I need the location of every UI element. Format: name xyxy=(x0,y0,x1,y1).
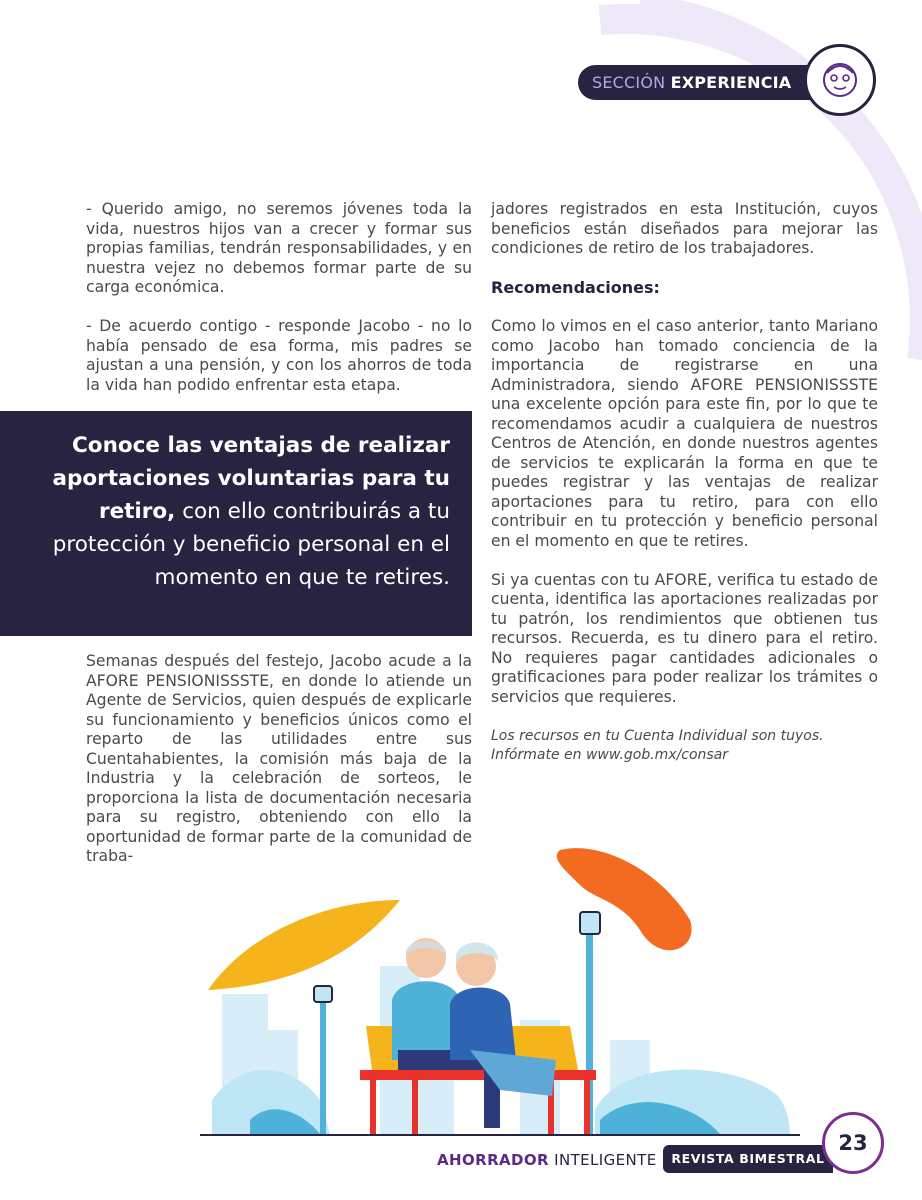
footer-publication-badge: REVISTA BIMESTRAL xyxy=(663,1145,833,1173)
section-heading: Recomendaciones: xyxy=(491,278,660,297)
section-label-bold: EXPERIENCIA xyxy=(670,73,792,92)
paragraph: Como lo vimos en el caso anterior, tanto Mariano como Jacobo han tomado conciencia de la importancia de registrarse en una Administradora, siendo AFORE PENSIONISSSTE una excelente opción para este fin, por lo que te recomendamos acudir a cualquiera de nuestros Centros de Atención, en donde nuestros agentes de servicios te explicarán la forma en que te puedes registrar y las ventajas de realizar aportaciones para tu retiro, para con ello contribuir en tu protección y beneficio personal en el momento en que te retires. xyxy=(491,317,878,550)
footer-brand-light: INTELIGENTE xyxy=(554,1151,657,1169)
note-line: Los recursos en tu Cuenta Individual son tuyos. xyxy=(491,727,824,744)
paragraph: jadores registrados en esta Institución, cuyos beneficios están diseñados para mejorar las condiciones de retiro de los trabajadores. xyxy=(491,200,878,257)
pull-quote-rest: con ello contribuirás a tu protección y beneficio personal en el momento en que te retires. xyxy=(52,499,450,590)
leaf-shape-icon xyxy=(208,900,400,990)
paragraph: - De acuerdo contigo - responde Jacobo - no lo había pensado de esa forma, mis padres se ajustan a una pensión, y con los ahorros de toda la vida han podido enfrentar esta etapa. xyxy=(86,317,472,394)
leaf-shape-icon xyxy=(557,848,692,950)
page-number: 23 xyxy=(822,1112,884,1174)
left-column-bottom xyxy=(86,652,472,886)
pull-quote-strong: Conoce las ventajas de realizar aportaciones voluntarias para tu retiro, xyxy=(52,433,450,524)
footer-brand-bold: AHORRADOR xyxy=(437,1151,549,1169)
elderly-couple-illustration xyxy=(200,848,800,1136)
right-column xyxy=(491,200,878,765)
note-line: Infórmate en www.gob.mx/consar xyxy=(491,746,729,763)
paragraph: - Querido amigo, no seremos jóvenes toda la vida, nuestros hijos van a crecer y formar sus propias familias, tendrán responsabilidades, y en nuestra vejez no debemos formar parte de su carga económica. xyxy=(86,200,472,296)
footer-brand xyxy=(437,1149,657,1171)
pull-quote xyxy=(0,411,472,636)
italic-note xyxy=(491,727,878,765)
left-column-top xyxy=(86,200,472,415)
section-badge xyxy=(578,65,834,100)
senior-face-icon xyxy=(804,44,876,116)
paragraph: Semanas después del festejo, Jacobo acude a la AFORE PENSIONISSSTE, en donde lo atiende un Agente de Servicios, quien después de explicarle su funcionamiento y beneficios únicos como el reparto de las utilidades entre sus Cuentahabientes, la comisión más baja de la Industria y la celebración de sorteos, le proporciona la lista de documentación necesaria para su registro, obteniendo con ello la oportunidad de formar parte de la comunidad de traba- xyxy=(86,652,472,865)
section-label-light: SECCIÓN xyxy=(592,73,666,92)
paragraph: Si ya cuentas con tu AFORE, verifica tu estado de cuenta, identifica las aportaciones realizadas por tu patrón, los rendimientos que obtienen tus recursos. Recuerda, es tu dinero para el retiro. No requieres pagar cantidades adicionales o gratificaciones para poder realizar los trámites o servicios que requieres. xyxy=(491,570,878,706)
